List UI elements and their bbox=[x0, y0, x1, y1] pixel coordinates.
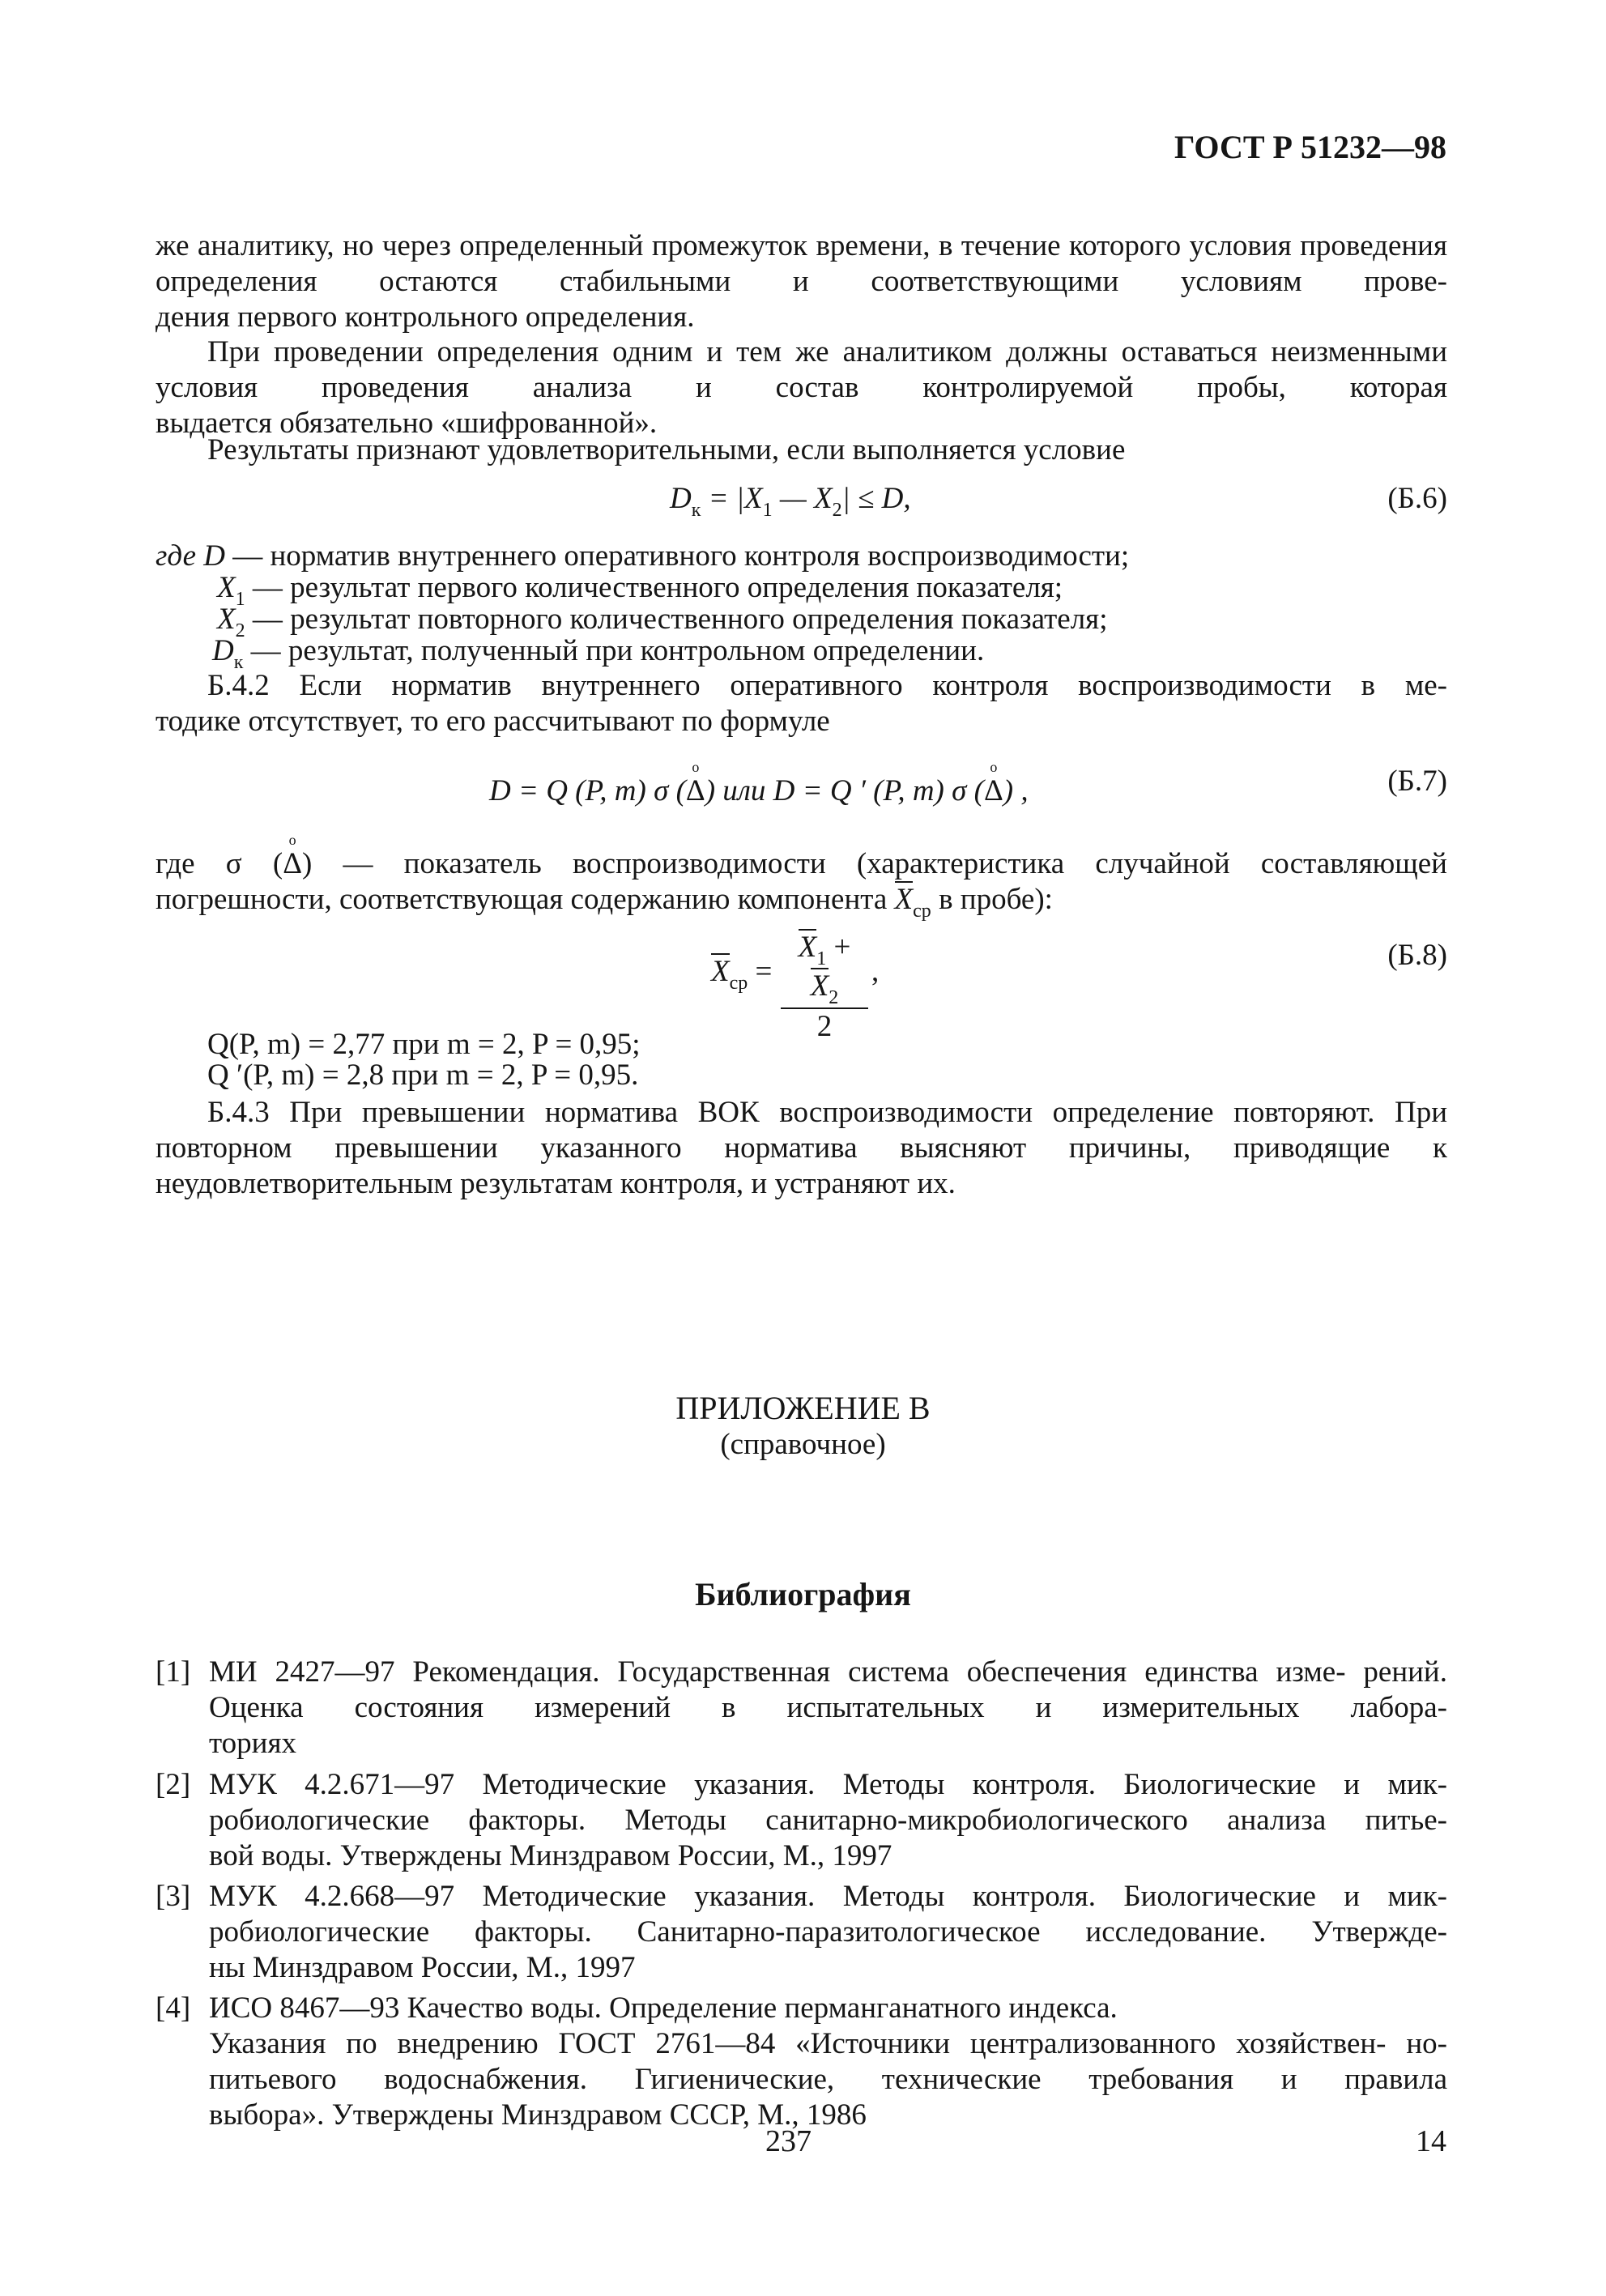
equation-b6 bbox=[155, 481, 1447, 522]
equation-b7 bbox=[155, 765, 1447, 814]
paragraph-b42: Б.4.2 Если норматив внутреннего оперативного контроля воспроизводимости в ме- тодике отсутствует, то его рассчитывают по формуле bbox=[155, 669, 1447, 738]
equation-b6-number: (Б.6) bbox=[1387, 482, 1447, 515]
reference-3: [3] МУК 4.2.668—97 Методические указания. Методы контроля. Биологические и мик- робиологические факторы. Санитарно-паразитологическое исследование. Утвержде- ны Минздравом России, М., 1997 bbox=[155, 1880, 1447, 1984]
paragraph-1: же аналитику, но через определенный промежуток времени, в течение которого условия проведения определения остаются стабильными и соответствующими условиям прове- дения первого контрольного определения. bbox=[155, 229, 1447, 334]
where-item-x1: $X_1$ — результат первого количественного определения показателя; bbox=[217, 571, 1063, 610]
page-number-center: 237 bbox=[765, 2124, 812, 2158]
equation-b8-number: (Б.8) bbox=[1387, 939, 1447, 972]
where-item-x2: $X_2$ — результат повторного количественного определения показателя; bbox=[217, 603, 1108, 641]
equation-b7-number: (Б.7) bbox=[1387, 765, 1447, 798]
equation-b8-lhs: $X_{ср}$ = bbox=[711, 955, 773, 994]
paragraph-b43: Б.4.3 При превышении норматива ВОК воспроизводимости определение повторяют. При повторном превышении указанного норматива выясняют причины, приводящие к неудовлетворительным результатам контроля, и устраняют их. bbox=[155, 1096, 1447, 1200]
paragraph-3: Результаты признают удовлетворительными, если выполняется условие bbox=[207, 433, 1126, 466]
page-number-right: 14 bbox=[1416, 2124, 1446, 2158]
equation-b8: $X_{ср}$ = $\frac{X_1 + X_2}{2}$ , (Б.8) bbox=[711, 931, 1447, 1043]
bibliography-title: Библиография bbox=[695, 1576, 911, 1612]
reference-4: [4] ИСО 8467—93 Качество воды. Определение перманганатного индекса. Указания по внедрению ГОСТ 2761—84 «Источники централизованного хозяйствен- но-питьевого водоснабжения. Гигиенические, технические требования и правила выбора». Утверждены Минздравом СССР, М., 1986 bbox=[155, 1991, 1447, 2132]
where-item-dk: $D_к$ — результат, полученный при контрольном определении. bbox=[212, 634, 985, 673]
q-value-1: Q(P, m) = 2,77 при m = 2, P = 0,95; bbox=[207, 1028, 641, 1061]
equation-b6-formula: $D_к = |X_1$ — $X_2| \le D$, bbox=[670, 482, 911, 521]
where-item-d: где D — норматив внутреннего оперативного контроля воспроизводимости; bbox=[155, 539, 1130, 573]
reference-2: [2] МУК 4.2.671—97 Методические указания. Методы контроля. Биологические и мик- робиологические факторы. Методы санитарно-микробиологического анализа питье- вой воды. Утверждены Минздравом России, М., 1997 bbox=[155, 1768, 1447, 1872]
paragraph-sigma: где σ (o Δ) — показатель воспроизводимости (характеристика случайной составляющей погрешности, соответствующая содержанию компонента $X_{ср}$ в пробе): bbox=[155, 846, 1447, 921]
appendix-subtitle: (справочное) bbox=[720, 1428, 886, 1461]
equation-b7-formula: D = Q (P, m) σ (o Δ) или D = Q ′ (P, m) σ (o Δ) , bbox=[489, 773, 1029, 809]
paragraph-2: При проведении определения одним и тем же аналитиком должны оставаться неизменными условия проведения анализа и состав контролируемой пробы, которая выдается обязательно «шифрованной». bbox=[155, 335, 1447, 440]
reference-1: [1] МИ 2427—97 Рекомендация. Государственная система обеспечения единства изме- рений. Оценка состояния измерений в испытательных и измерительных лабора- ториях bbox=[155, 1655, 1447, 1760]
document-header: ГОСТ Р 51232—98 bbox=[1174, 129, 1446, 165]
q-value-2: Q ′(P, m) = 2,8 при m = 2, P = 0,95. bbox=[207, 1059, 639, 1092]
equation-b8-fraction: $\frac{X_1 + X_2}{2}$ bbox=[781, 930, 868, 1045]
appendix-title: ПРИЛОЖЕНИЕ В bbox=[675, 1390, 931, 1426]
